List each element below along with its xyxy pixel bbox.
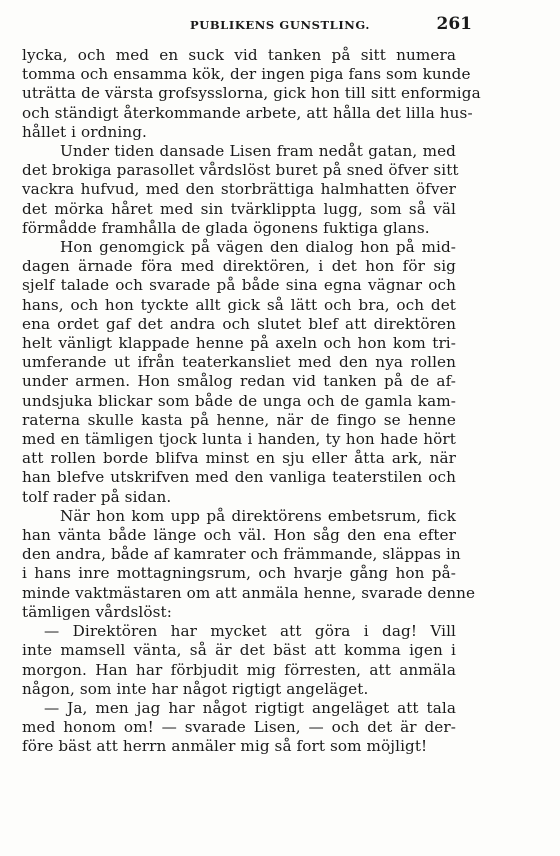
text-line: att rollen borde blifva minst en sju eller åtta ark, när [22, 449, 456, 468]
text-line: minde vaktmästaren om att anmäla henne, svarade denne [22, 583, 476, 602]
text-line: dagen ärnade föra med direktören, i det hon för sig [22, 257, 456, 276]
text-line: det brokiga parasollet vårdslöst buret på sned öfver sitt [22, 161, 459, 180]
page-header [0, 12, 560, 38]
text-line: den andra, både af kamrater och främmande, släppas in [22, 545, 461, 564]
text-line: under armen. Hon smålog redan vid tanken på de af- [22, 372, 456, 391]
text-line: vackra hufvud, med den storbrättiga halmhatten öfver [22, 180, 456, 199]
text-line: någon, som inte har något rigtigt angeläget. [22, 679, 369, 698]
text-line: undsjuka blickar som både de unga och de gamla kam- [22, 391, 456, 410]
text-line: hans, och hon tyckte allt gick så lätt och bra, och det [22, 295, 456, 314]
text-line: det mörka håret med sin tvärklippta lugg, som så väl [22, 199, 456, 218]
text-line: helt vänligt klappade henne på axeln och hon kom tri- [22, 334, 456, 353]
text-line: tomma och ensamma kök, der ingen piga fans som kunde [22, 65, 471, 84]
text-line: tolf rader på sidan. [22, 487, 172, 506]
text-line: raterna skulle kasta på henne, när de fingo se henne [22, 410, 456, 429]
text-line: med honom om! — svarade Lisen, — och det är der- [22, 718, 456, 737]
body-text [22, 46, 481, 757]
text-line: han vänta både länge och väl. Hon såg den ena efter [22, 526, 456, 545]
text-line: Hon genomgick på vägen den dialog hon på mid- [60, 238, 456, 257]
text-line: När hon kom upp på direktörens embetsrum, fick [60, 506, 456, 525]
paragraph [22, 238, 456, 507]
text-line: Under tiden dansade Lisen fram nedåt gatan, med [60, 142, 456, 161]
text-line: före bäst att herrn anmäler mig så fort som möjligt! [22, 737, 428, 756]
text-line: sjelf talade och svarade på både sina egna vägnar och [22, 276, 456, 295]
text-line: — Ja, men jag har något rigtigt angeläget att tala [44, 698, 456, 717]
text-line: lycka, och med en suck vid tanken på sitt numera [22, 46, 456, 64]
paragraph [22, 142, 459, 238]
text-line: inte mamsell vänta, så är det bäst att komma igen i [22, 641, 456, 660]
text-line: morgon. Han har förbjudit mig förresten, att anmäla [22, 660, 456, 679]
paragraph [22, 46, 481, 142]
page-number: 261 [436, 14, 472, 34]
text-line: — Direktören har mycket att göra i dag! Vill [44, 622, 456, 641]
text-line: umferande ut ifrån teaterkansliet med den nya rollen [22, 353, 456, 372]
text-line: med en tämligen tjock lunta i handen, ty hon hade hört [22, 430, 456, 449]
text-line: uträtta de värsta grofsysslorna, gick hon till sitt enformiga [22, 84, 481, 103]
running-head: PUBLIKENS GUNSTLING. [189, 18, 371, 32]
text-line: ena ordet gaf det andra och slutet blef att direktören [22, 314, 456, 333]
text-line: och ständigt återkommande arbete, att hålla det lilla hus- [22, 103, 473, 122]
text-line: han blefve utskrifven med den vanliga teaterstilen och [22, 468, 456, 487]
paragraph [22, 699, 456, 757]
text-line: hållet i ordning. [22, 122, 147, 141]
text-line: förmådde framhålla de glada ögonens fuktiga glans. [22, 218, 430, 237]
text-line: tämligen vårdslöst: [22, 602, 172, 621]
paragraph [22, 506, 476, 622]
text-line: i hans inre mottagningsrum, och hvarje gång hon på- [22, 564, 456, 583]
paragraph [22, 622, 456, 699]
